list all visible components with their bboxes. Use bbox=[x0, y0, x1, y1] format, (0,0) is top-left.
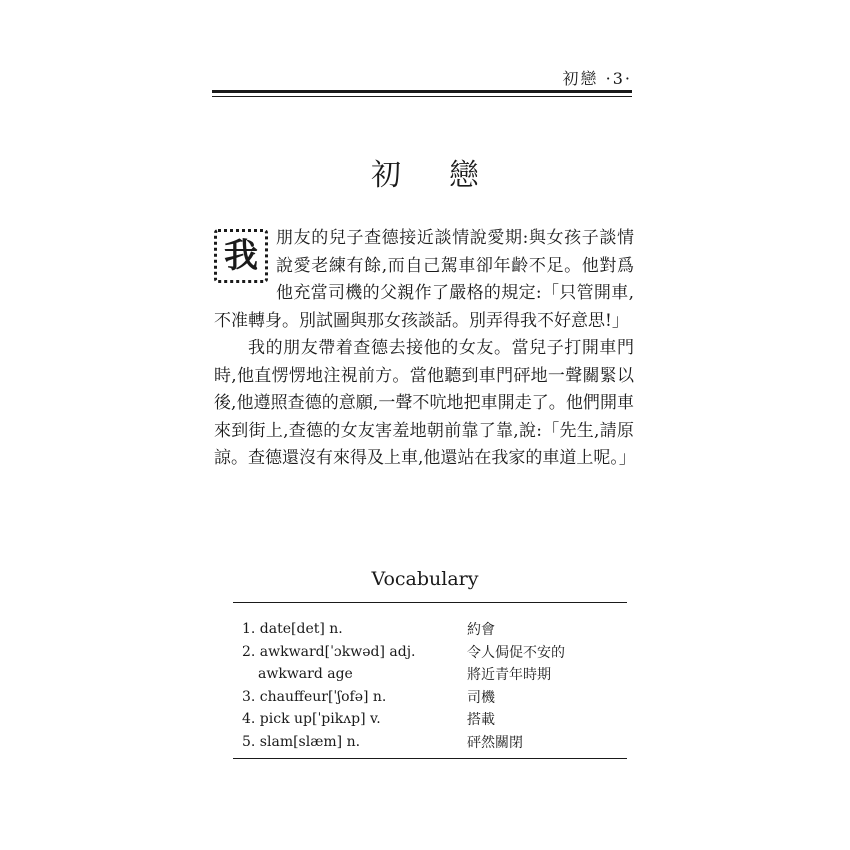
vocabulary-list bbox=[242, 618, 622, 753]
vocab-row bbox=[242, 641, 622, 664]
paragraph-2: 我的朋友帶着查德去接他的女友。當兒子打開車門時,他直愣愣地注視前方。當他聽到車門砰地一聲關緊以後,他遵照查德的意願,一聲不吭地把車開走了。他們開車來到街上,查德的女友害羞地朝前靠了靠,說:「先生,請原諒。查德還沒有來得及上車,他還站在我家的車道上呢。」 bbox=[214, 338, 636, 468]
vocab-row bbox=[242, 686, 622, 709]
vocab-definition: 令人侷促不安的 bbox=[467, 644, 565, 661]
running-header: 初戀 ·3· bbox=[562, 69, 632, 88]
vocab-term: 1. date[det] n. bbox=[242, 621, 343, 638]
vocab-definition: 將近青年時期 bbox=[467, 667, 551, 684]
vocab-definition: 搭載 bbox=[467, 712, 495, 729]
vocab-definition: 砰然關閉 bbox=[467, 734, 523, 751]
story-body bbox=[214, 225, 634, 473]
vocab-term: 2. awkward[ˈɔkwəd] adj. bbox=[242, 643, 416, 660]
header-rule-thin bbox=[212, 96, 632, 97]
vocab-definition: 約會 bbox=[467, 622, 495, 639]
drop-cap: 我 bbox=[214, 229, 268, 283]
vocab-row bbox=[242, 708, 622, 731]
vocab-row bbox=[242, 618, 622, 641]
vocabulary-heading: Vocabulary bbox=[371, 568, 479, 590]
vocab-row bbox=[242, 731, 622, 754]
vocab-term: 5. slam[slæm] n. bbox=[242, 733, 361, 750]
paragraph-1-text: 朋友的兒子查德接近談情說愛期:與女孩子談情說愛老練有餘,而自己駕車卻年齡不足。他對爲他充當司機的父親作了嚴格的規定:「只管開車,不准轉身。別試圖與那女孩談話。別弄得我不好意思!」 bbox=[214, 228, 634, 331]
chapter-title: 初戀 bbox=[371, 158, 527, 193]
vocab-definition: 司機 bbox=[467, 689, 495, 706]
vocabulary-rule-bottom bbox=[233, 758, 627, 759]
vocabulary-rule-top bbox=[233, 602, 627, 603]
vocab-term: 4. pick up[ˈpikʌp] v. bbox=[242, 711, 381, 728]
header-rule-thick bbox=[212, 90, 632, 93]
paragraph-1 bbox=[214, 225, 634, 335]
vocab-term: 3. chauffeur[ˈʃofə] n. bbox=[242, 688, 387, 705]
vocab-row bbox=[242, 663, 622, 686]
vocab-term: awkward age bbox=[258, 666, 353, 683]
